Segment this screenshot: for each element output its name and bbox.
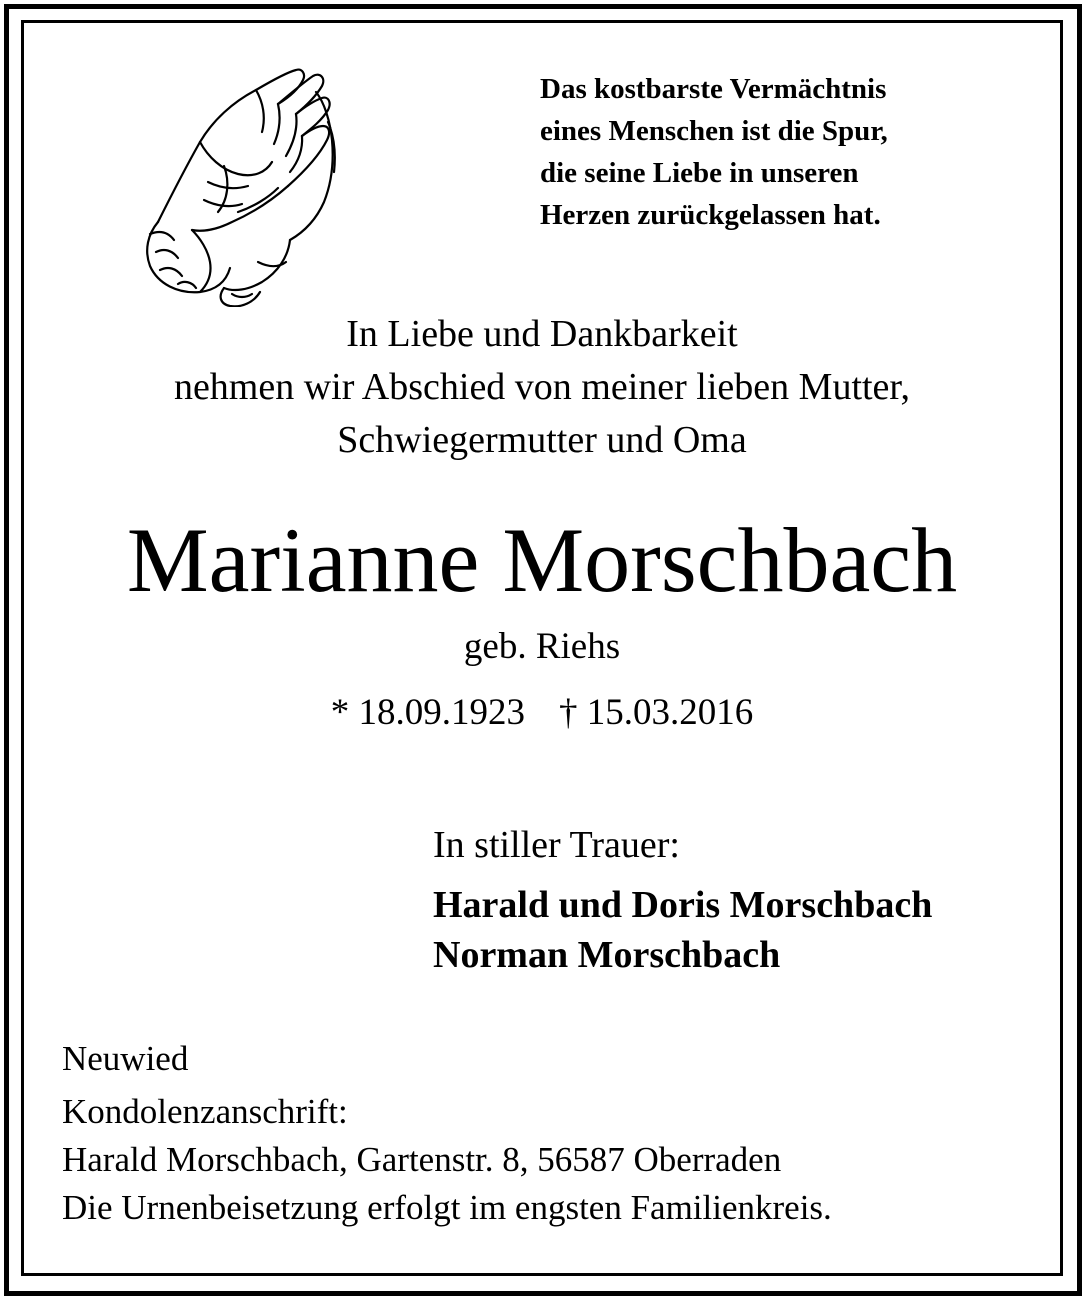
city: Neuwied [62,1039,189,1078]
quote-line: Herzen zurückgelassen hat. [540,199,881,231]
death-date: † 15.03.2016 [559,692,754,733]
intro-line: nehmen wir Abschied von meiner lieben Mutter, [173,366,911,408]
praying-hands-icon [138,62,338,307]
condolence-address: Harald Morschbach, Gartenstr. 8, 56587 Oberraden [62,1140,782,1179]
mourning-label: In stiller Trauer: [433,824,680,866]
mourner-name: Norman Morschbach [433,934,781,976]
burial-note: Die Urnenbeisetzung erfolgt im engsten Familienkreis. [62,1188,832,1227]
mourner-name: Harald und Doris Morschbach [433,884,933,926]
life-dates [0,688,1084,738]
notice-footer [62,1035,832,1232]
birth-date: * 18.09.1923 [330,692,525,733]
memorial-quote [540,68,888,236]
condolence-label: Kondolenzanschrift: [62,1092,348,1131]
quote-line: eines Menschen ist die Spur, [540,115,888,147]
quote-line: die seine Liebe in unseren [540,157,859,189]
deceased-name: Marianne Morschbach [126,509,958,611]
mourners-list [433,880,932,980]
birth-name: geb. Riehs [463,626,621,667]
farewell-intro [0,308,1084,467]
intro-line: In Liebe und Dankbarkeit [346,313,738,355]
quote-line: Das kostbarste Vermächtnis [540,73,887,105]
intro-line: Schwiegermutter und Oma [337,419,747,461]
